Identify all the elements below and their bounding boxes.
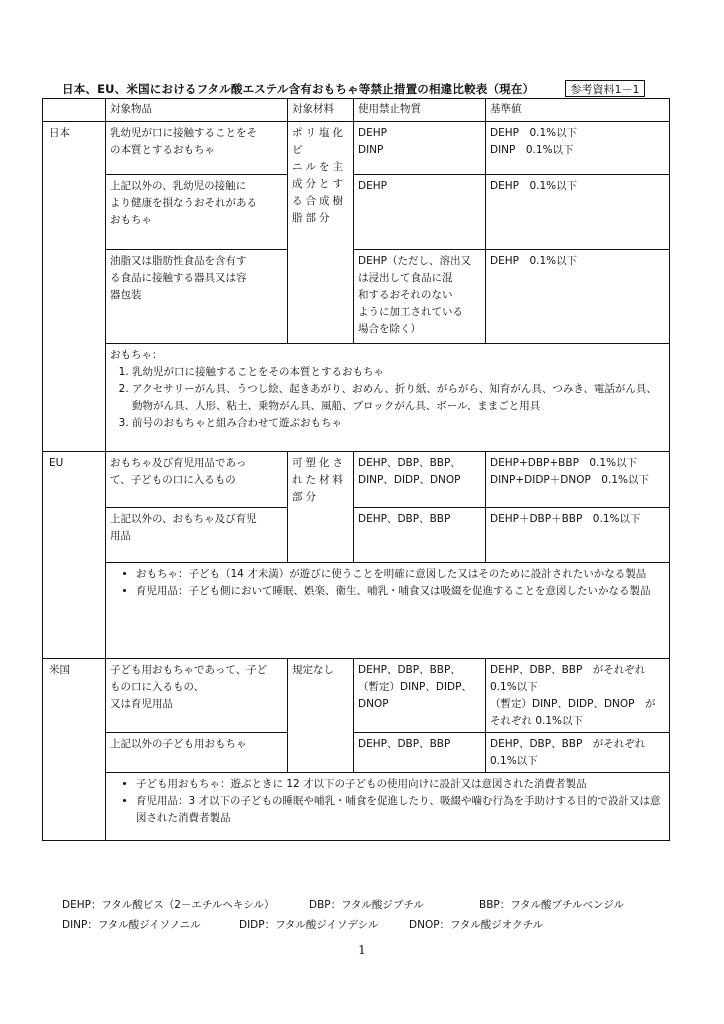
text-line: る合成樹 <box>292 195 346 207</box>
text-line: は浸出して食品に混 <box>358 272 453 284</box>
text-line: ニルを主 <box>292 161 346 173</box>
text-line: （暫定）DINP、DIDP、DNOP が <box>490 698 656 710</box>
text-line: ように加工されている <box>358 306 463 318</box>
footnote-dinp: DINP：フタル酸ジイソノニル <box>62 919 201 931</box>
header-blank <box>43 99 106 122</box>
text-line: 上記以外の、乳幼児の接触に <box>110 180 247 192</box>
comparison-table <box>42 98 670 841</box>
text-line: の本質とするおもちゃ <box>110 144 215 156</box>
us-row-2 <box>43 733 670 773</box>
us-standard-2 <box>486 733 670 773</box>
text-line: おもちゃ及び育児用品であっ <box>110 457 247 469</box>
text-line: 場合を除く） <box>358 323 421 335</box>
text-line: 器包装 <box>110 289 142 301</box>
text-line: 上記以外の、おもちゃ及び育児 <box>110 513 257 525</box>
list-item: • 育児用品：子ども側において睡眠、娯楽、衛生、哺乳・哺食又は吸綴を促進することを意図したいかなる製品 <box>136 583 665 600</box>
japan-note <box>106 344 670 452</box>
region-us: 米国 <box>43 659 106 841</box>
footnote-didp: DIDP：フタル酸ジイソデシル <box>239 919 379 931</box>
reference-label: 参考資料1－1 <box>565 80 645 97</box>
japan-row-1 <box>43 122 670 175</box>
text-line: 成分とす <box>292 178 346 190</box>
text-line: 子ども用おもちゃであって、子ど <box>110 664 268 676</box>
list-item: 2. アクセサリーがん具、うつし絵、起きあがり、おめん、折り紙、がらがら、知育がん具、つみき、電話がん具、動物がん具、人形、粘土、乗物がん具、風船、ブロックがん具、ボール、ままごと用具 <box>132 381 665 415</box>
text-line: DEHP、DBP、BBP、 <box>358 457 461 469</box>
text-line: DEHP（ただし、溶出又 <box>358 255 471 267</box>
eu-standard-1 <box>486 452 670 508</box>
text-line: 脂部分 <box>292 212 333 224</box>
text-line: ポリ塩化ビ <box>292 127 346 156</box>
text-line: DEHP <box>358 127 387 139</box>
header-item: 対象物品 <box>106 99 288 122</box>
footnote-line-1 <box>62 895 672 915</box>
header-substance: 使用禁止物質 <box>354 99 486 122</box>
text-line: より健康を損なうおそれがある <box>110 197 257 209</box>
abbreviation-footnotes <box>62 895 672 935</box>
text-line: 可塑化さ <box>292 457 346 469</box>
us-substance-1 <box>354 659 486 733</box>
footnote-line-2 <box>62 915 672 935</box>
list-item: • 育児用品：3 才以下の子どもの睡眠や哺乳・哺食を促進したり、吸綴や噛む行為を手助けする目的で設計又は意図された消費者製品 <box>136 793 665 827</box>
japan-item-1 <box>106 122 288 175</box>
eu-substance-2 <box>354 508 486 563</box>
eu-item-2 <box>106 508 288 563</box>
text-line: 和するおそれのない <box>358 289 453 301</box>
footnote-dbp: DBP：フタル酸ジブチル <box>309 899 424 911</box>
text-line: 油脂又は脂肪性食品を含有す <box>110 255 247 267</box>
text-line: 規定なし <box>292 664 334 676</box>
text-line: DINP <box>358 144 384 156</box>
text-line: DEHP＋DBP＋BBP 0.1%以下 <box>490 513 641 525</box>
header-material: 対象材料 <box>288 99 354 122</box>
text-line: それぞれ 0.1%以下 <box>490 715 584 727</box>
eu-material <box>288 452 354 563</box>
eu-substance-1 <box>354 452 486 508</box>
eu-row-1 <box>43 452 670 508</box>
text-line: て、子どもの口に入るもの <box>110 474 236 486</box>
japan-standard-1 <box>486 122 670 175</box>
text-line: 0.1%以下 <box>490 755 538 767</box>
document-title: 日本、EU、米国におけるフタル酸エステル含有おもちゃ等禁止措置の相違比較表（現在） <box>62 82 535 96</box>
header-row <box>43 99 670 122</box>
text-line: DEHP、DBP、BBP、 <box>358 664 461 676</box>
japan-substance-3 <box>354 250 486 344</box>
text-line: DEHP、DBP、BBP がそれぞれ <box>490 738 646 750</box>
us-note-row <box>43 773 670 841</box>
japan-note-row <box>43 344 670 452</box>
us-note-list <box>110 776 665 827</box>
us-note <box>106 773 670 841</box>
header-standard: 基準値 <box>486 99 670 122</box>
text-line: DEHP 0.1%以下 <box>490 127 578 139</box>
text-line: DINP+DIDP＋DNOP 0.1%以下 <box>490 474 649 486</box>
eu-row-2 <box>43 508 670 563</box>
us-material <box>288 659 354 773</box>
text-line: 0.1%以下 <box>490 681 538 693</box>
text-line: DEHP+DBP+BBP 0.1%以下 <box>490 457 638 469</box>
text-line: れた材料 <box>292 474 346 486</box>
japan-standard-2 <box>486 175 670 250</box>
region-japan: 日本 <box>43 122 106 452</box>
eu-note-list <box>110 566 665 600</box>
text-line: DEHP、DBP、BBP がそれぞれ <box>490 664 646 676</box>
text-line: 乳幼児が口に接触することをそ <box>110 127 257 139</box>
text-line: 部分 <box>292 491 319 503</box>
text-line: DINP 0.1%以下 <box>490 144 574 156</box>
text-line: DNOP <box>358 698 389 710</box>
japan-note-lead: おもちゃ： <box>110 349 163 361</box>
region-eu: EU <box>43 452 106 659</box>
eu-standard-2 <box>486 508 670 563</box>
footnote-dnop: DNOP：フタル酸ジオクチル <box>409 919 544 931</box>
us-substance-2 <box>354 733 486 773</box>
eu-note <box>106 563 670 659</box>
text-line: おもちゃ <box>110 214 152 226</box>
us-row-1 <box>43 659 670 733</box>
japan-note-list <box>110 364 665 432</box>
us-item-2 <box>106 733 288 773</box>
japan-item-3 <box>106 250 288 344</box>
list-item: 1. 乳幼児が口に接触することをその本質とするおもちゃ <box>132 364 665 381</box>
japan-item-2 <box>106 175 288 250</box>
text-line: DEHP 0.1%以下 <box>490 255 578 267</box>
japan-row-3 <box>43 250 670 344</box>
us-standard-1 <box>486 659 670 733</box>
text-line: DINP、DIDP、DNOP <box>358 474 461 486</box>
japan-substance-1 <box>354 122 486 175</box>
us-item-1 <box>106 659 288 733</box>
list-item: 3. 前号のおもちゃと組み合わせて遊ぶおもちゃ <box>132 415 665 432</box>
eu-item-1 <box>106 452 288 508</box>
text-line: （暫定）DINP、DIDP、 <box>358 681 472 693</box>
text-line: DEHP、DBP、BBP <box>358 513 451 525</box>
footnote-dehp: DEHP：フタル酸ビス（2－エチルヘキシル） <box>62 899 275 911</box>
footnote-bbp: BBP：フタル酸ブチルベンジル <box>479 899 624 911</box>
text-line: 上記以外の子ども用おもちゃ <box>110 738 247 750</box>
text-line: る食品に接触する器具又は容 <box>110 272 247 284</box>
text-line: 又は育児用品 <box>110 698 173 710</box>
japan-row-2 <box>43 175 670 250</box>
page-number: 1 <box>358 943 366 957</box>
eu-note-row <box>43 563 670 659</box>
text-line: もの口に入るもの、 <box>110 681 205 693</box>
text-line: 用品 <box>110 530 131 542</box>
japan-substance-2 <box>354 175 486 250</box>
japan-standard-3 <box>486 250 670 344</box>
japan-material <box>288 122 354 344</box>
list-item: • 子ども用おもちゃ：遊ぶときに 12 才以下の子どもの使用向けに設計又は意図された消費者製品 <box>136 776 665 793</box>
text-line: DEHP <box>358 180 387 192</box>
list-item: • おもちゃ：子ども（14 才未満）が遊びに使うことを明確に意図した又はそのために設計されたいかなる製品 <box>136 566 665 583</box>
text-line: DEHP 0.1%以下 <box>490 180 578 192</box>
text-line: DEHP、DBP、BBP <box>358 738 451 750</box>
